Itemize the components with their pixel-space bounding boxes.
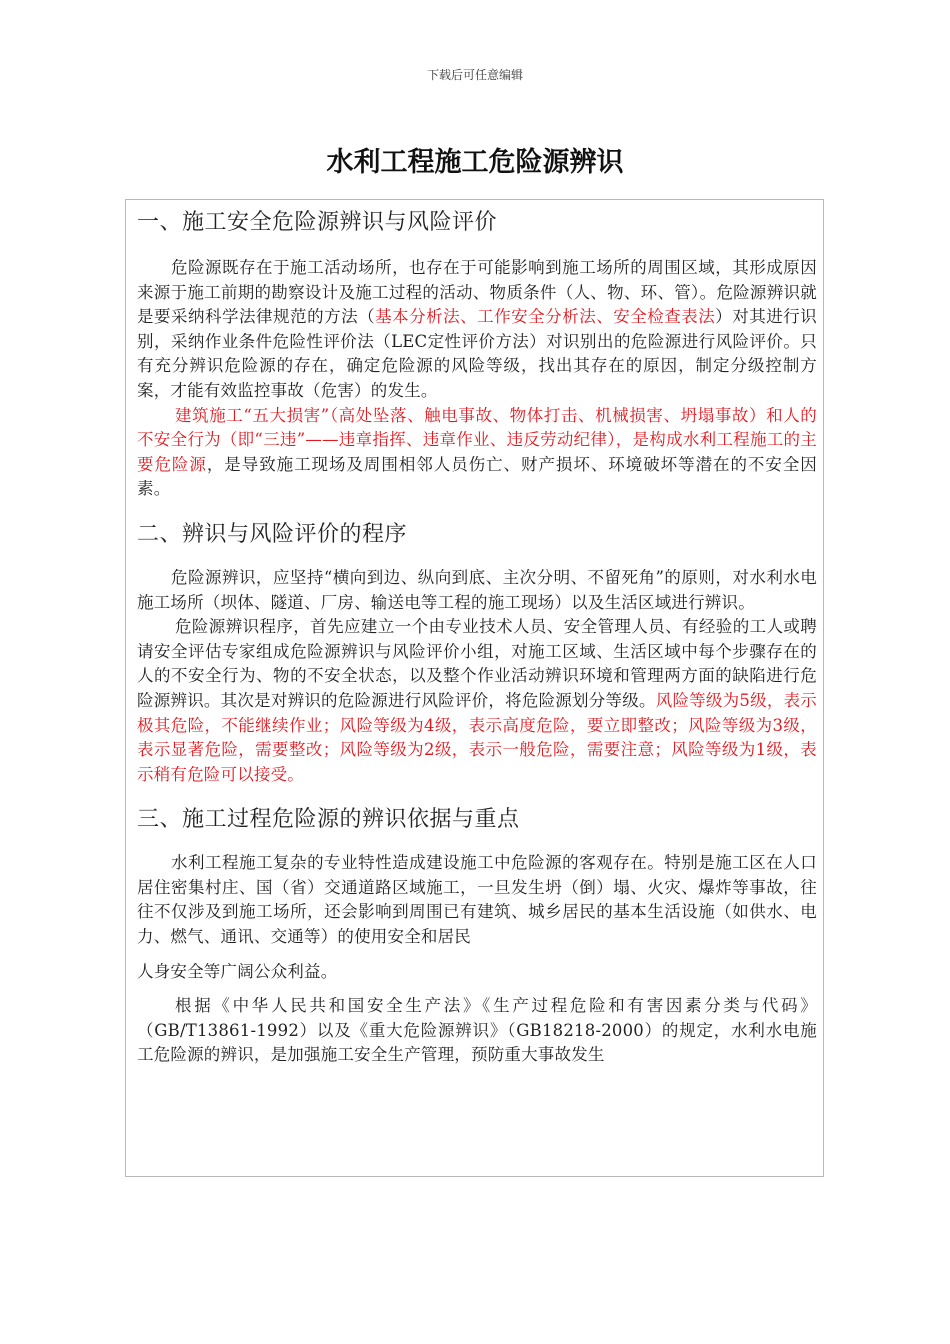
header-note: 下载后可任意编辑 [426, 68, 523, 82]
section-2-paragraph-2 [137, 615, 817, 787]
document-title: 水利工程施工危险源辨识 [326, 147, 624, 178]
section-3-paragraph-2: 根据《中华人民共和国安全生产法》《生产过程危险和有害因素分类与代码》（GB/T13861-1992）以及《重大危险源辨识》（GB18218-2000）的规定，水利水电施工危险源的辨识，是加强施工安全生产管理，预防重大事故发生 [137, 996, 817, 1065]
highlighted-text: 风险等级为5级，表示极其危险，不能继续作业；风险等级为4级，表示高度危险，要立即整改；风险等级为3级，表示显著危险，需要整改；风险等级为2级，表示一般危险，需要注意；风险等级为1级，表示稍有危险可以接受。 [137, 690, 818, 784]
section-heading-2: 二、辨识与风险评价的程序 [137, 521, 408, 547]
section-heading-1: 一、施工安全危险源辨识与风险评价 [137, 210, 498, 235]
section-1-paragraph-2 [137, 404, 817, 502]
section-1-paragraph-1 [137, 256, 817, 404]
section-3-paragraph-1: 水利工程施工复杂的专业特性造成建设施工中危险源的客观存在。特别是施工区在人口居住密集村庄、国（省）交通道路区域施工，一旦发生坍（倒）塌、火灾、爆炸等事故，往往不仅涉及到施工场所，还会影响到周围已有建筑、城乡居民的基本生活设施（如供水、电力、燃气、通讯、交通等）的使用安全和居民 [137, 853, 817, 947]
paragraph-text: ，是导致施工现场及周围相邻人员伤亡、财产损坏、环境破坏等潜在的不安全因素。 [137, 454, 817, 499]
content-frame [125, 199, 824, 1177]
content-body [137, 206, 817, 1068]
section-2-paragraph-1: 危险源辨识，应坚持“横向到边、纵向到底、主次分明、不留死角”的原则，对水利水电施工场所（坝体、隧道、厂房、输送电等工程的施工现场）以及生活区域进行辨识。 [137, 567, 817, 612]
highlighted-text: 建筑施工“五大损害”（高处坠落、触电事故、物体打击、机械损害、坍塌事故）和人的不安全行为（即“三违”——违章指挥、违章作业、违反劳动纪律），是构成水利工程施工的主要危险源 [137, 405, 817, 474]
section-3-paragraph-1-continued: 人身安全等广阔公众利益。 [137, 961, 338, 981]
paragraph-text: 危险源既存在于施工活动场所，也存在于可能影响到施工场所的周围区域，其形成原因来源于施工前期的勘察设计及施工过程的活动、物质条件（人、物、环、管）。危险源辨识就是要采纳科学法律规范的方法（ [137, 258, 817, 327]
section-heading-3: 三、施工过程危险源的辨识依据与重点 [137, 807, 520, 833]
paragraph-text: 危险源辨识程序，首先应建立一个由专业技术人员、安全管理人员、有经验的工人或聘请安全评估专家组成危险源辨识与风险评价小组，对施工区域、生活区域中每个步骤存在的人的不安全行为、物的不安全状态，以及整个作业活动辨识环境和管理两方面的缺陷进行危险源辨识。其次是对辨识的危险源进行风险评价，将危险源划分等级。 [137, 617, 817, 710]
highlighted-text: 基本分析法、工作安全分析法、安全检查表法 [375, 307, 716, 327]
paragraph-text: ）对其进行识别，采纳作业条件危险性评价法（LEC定性评价方法）对识别出的危险源进行风险评价。只有充分辨识危险源的存在，确定危险源的风险等级，找出其存在的原因，制定分级控制方案，才能有效监控事故（危害）的发生。 [137, 307, 818, 400]
